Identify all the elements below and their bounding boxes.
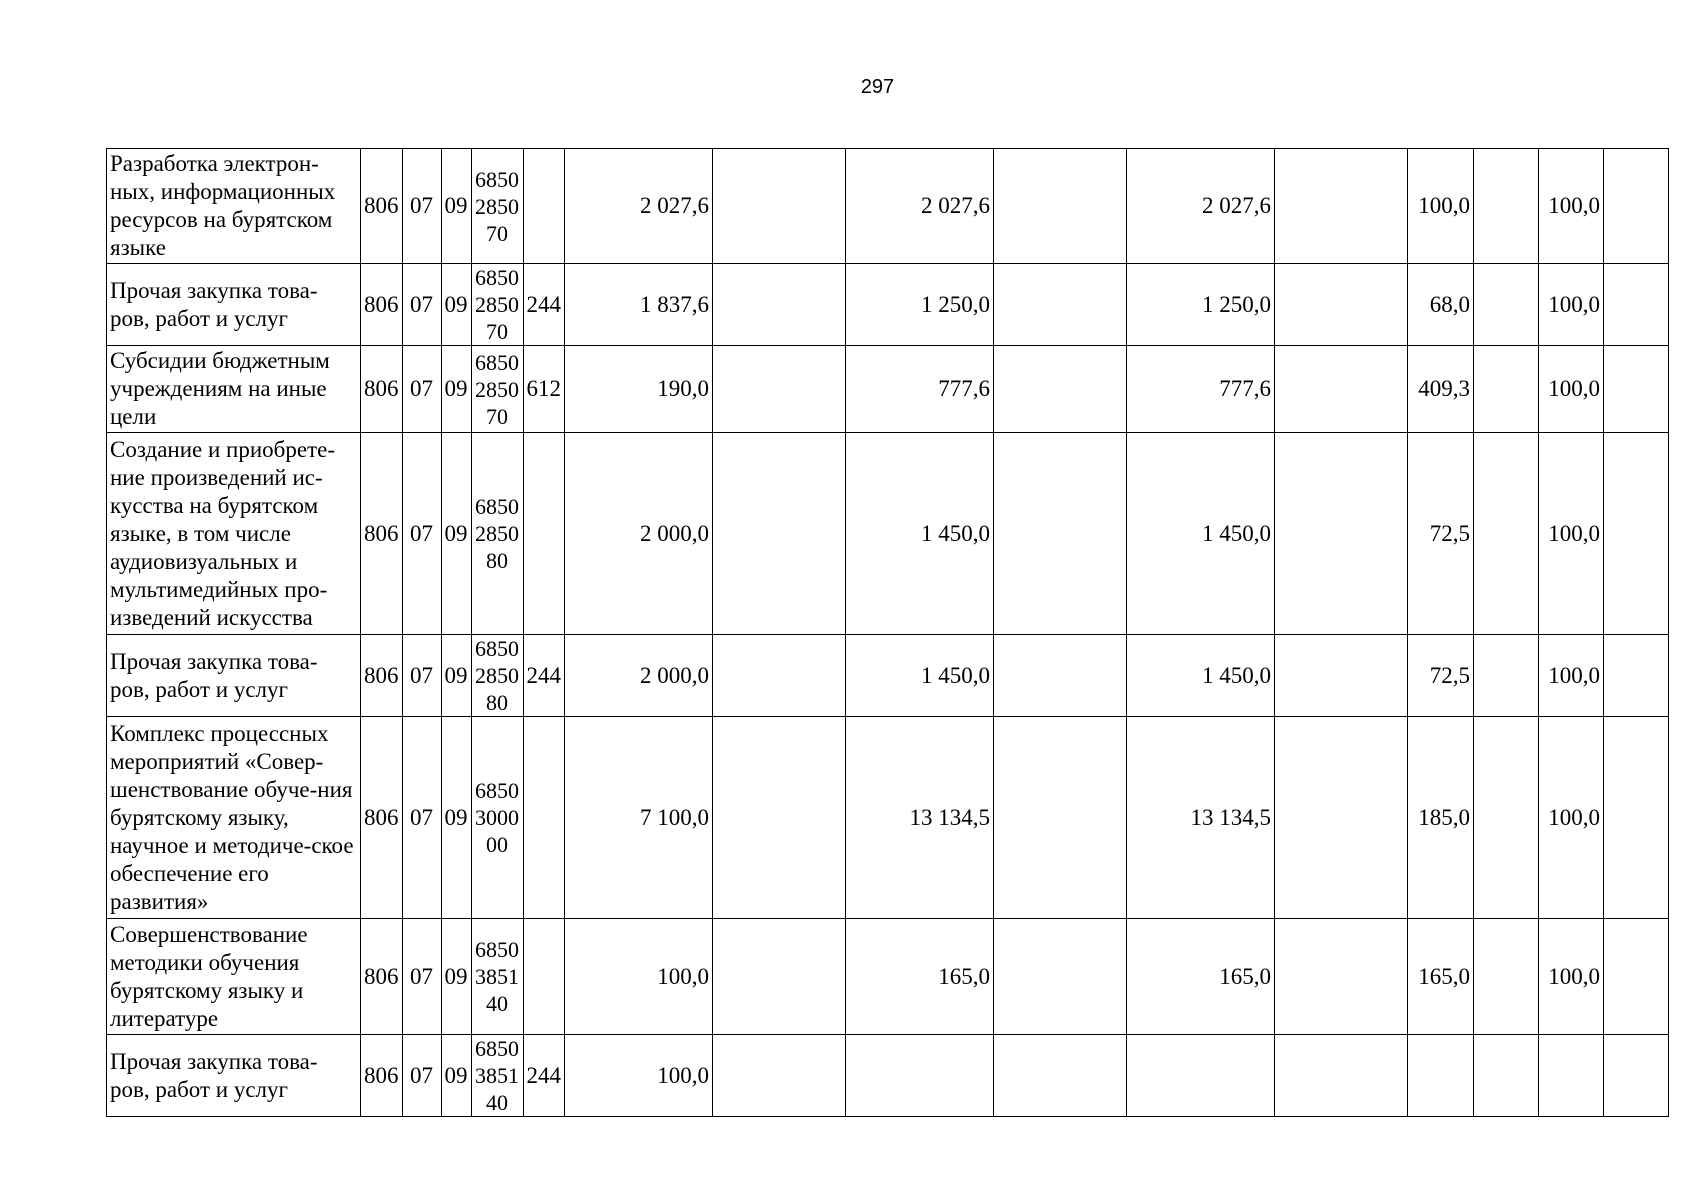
refined-amount [846, 1035, 994, 1117]
empty-cell [994, 919, 1127, 1035]
code-part: 3851 [475, 964, 519, 989]
empty-cell [1275, 149, 1408, 264]
percent-of-plan: 72,5 [1408, 433, 1474, 635]
ministry-code: 806 [361, 717, 403, 919]
section-code: 07 [402, 264, 441, 346]
section-code: 07 [402, 346, 441, 433]
row-name: Совершенствование методики обучения бурятскому языку и литературе [107, 919, 361, 1035]
table-row [107, 717, 1669, 919]
section-code: 07 [402, 1035, 441, 1117]
row-name: Субсидии бюджетным учреждениям на иные цели [107, 346, 361, 433]
percent-of-plan: 72,5 [1408, 635, 1474, 717]
percent-of-plan: 68,0 [1408, 264, 1474, 346]
plan-amount: 1 837,6 [565, 264, 713, 346]
empty-cell [1474, 149, 1539, 264]
percent-of-plan: 409,3 [1408, 346, 1474, 433]
row-name: Создание и приобрете-ние произведений ис-кусства на бурятском языке, в том числе аудиовизуальных и мультимедийных про-изведений искусства [107, 433, 361, 635]
code-part: 40 [486, 1090, 508, 1115]
plan-amount: 100,0 [565, 1035, 713, 1117]
refined-amount: 2 027,6 [846, 149, 994, 264]
expense-type-code [523, 919, 565, 1035]
empty-cell [1604, 149, 1669, 264]
empty-cell [1474, 1035, 1539, 1117]
expense-type-code: 612 [523, 346, 565, 433]
empty-cell [994, 433, 1127, 635]
table-body [107, 149, 1669, 1117]
empty-cell [713, 433, 846, 635]
table-row [107, 346, 1669, 433]
subsection-code: 09 [441, 1035, 471, 1117]
expense-type-code [523, 149, 565, 264]
ministry-code: 806 [361, 149, 403, 264]
empty-cell [994, 149, 1127, 264]
executed-amount: 1 450,0 [1127, 635, 1275, 717]
empty-cell [1474, 717, 1539, 919]
ministry-code: 806 [361, 635, 403, 717]
percent-of-refined: 100,0 [1539, 433, 1604, 635]
row-name: Прочая закупка това-ров, работ и услуг [107, 1035, 361, 1117]
ministry-code: 806 [361, 1035, 403, 1117]
table-row [107, 919, 1669, 1035]
code-part: 6850 [475, 778, 519, 803]
row-name: Прочая закупка това-ров, работ и услуг [107, 635, 361, 717]
percent-of-plan: 165,0 [1408, 919, 1474, 1035]
subsection-code: 09 [441, 149, 471, 264]
executed-amount: 165,0 [1127, 919, 1275, 1035]
percent-of-refined [1539, 1035, 1604, 1117]
empty-cell [994, 1035, 1127, 1117]
target-article-code [471, 433, 523, 635]
plan-amount: 190,0 [565, 346, 713, 433]
empty-cell [713, 717, 846, 919]
code-part: 6850 [475, 166, 519, 192]
code-part: 2850 [475, 376, 519, 402]
subsection-code: 09 [441, 346, 471, 433]
code-part: 2850 [475, 521, 519, 546]
empty-cell [1604, 264, 1669, 346]
refined-amount: 165,0 [846, 919, 994, 1035]
executed-amount: 1 250,0 [1127, 264, 1275, 346]
empty-cell [1474, 346, 1539, 433]
budget-table [106, 148, 1669, 1117]
plan-amount: 2 000,0 [565, 635, 713, 717]
code-part: 2850 [475, 193, 519, 219]
ministry-code: 806 [361, 264, 403, 346]
target-article-code [471, 1035, 523, 1117]
code-part: 6850 [475, 937, 519, 962]
row-name: Разработка электрон-ных, информационных ресурсов на бурятском языке [107, 149, 361, 264]
percent-of-refined: 100,0 [1539, 635, 1604, 717]
refined-amount: 1 450,0 [846, 433, 994, 635]
empty-cell [1275, 635, 1408, 717]
ministry-code: 806 [361, 346, 403, 433]
plan-amount: 7 100,0 [565, 717, 713, 919]
refined-amount: 13 134,5 [846, 717, 994, 919]
empty-cell [1604, 1035, 1669, 1117]
section-code: 07 [402, 149, 441, 264]
empty-cell [1275, 919, 1408, 1035]
code-part: 70 [486, 319, 508, 344]
code-part: 2850 [475, 292, 519, 317]
expense-type-code [523, 433, 565, 635]
percent-of-refined: 100,0 [1539, 149, 1604, 264]
section-code: 07 [402, 919, 441, 1035]
page-number: 297 [860, 76, 895, 98]
executed-amount: 777,6 [1127, 346, 1275, 433]
row-name: Комплекс процессных мероприятий «Совер-шенствование обуче-ния бурятскому языку, научное и методиче-ское обеспечение его развития» [107, 717, 361, 919]
empty-cell [1275, 346, 1408, 433]
percent-of-plan: 100,0 [1408, 149, 1474, 264]
plan-amount: 2 027,6 [565, 149, 713, 264]
refined-amount: 1 450,0 [846, 635, 994, 717]
empty-cell [1604, 346, 1669, 433]
target-article-code [471, 264, 523, 346]
subsection-code: 09 [441, 635, 471, 717]
code-part: 00 [486, 832, 508, 857]
target-article-code [471, 919, 523, 1035]
expense-type-code: 244 [523, 1035, 565, 1117]
code-part: 6850 [475, 1036, 519, 1061]
executed-amount: 2 027,6 [1127, 149, 1275, 264]
target-article-code [471, 635, 523, 717]
empty-cell [1474, 433, 1539, 635]
empty-cell [994, 717, 1127, 919]
percent-of-plan [1408, 1035, 1474, 1117]
empty-cell [994, 346, 1127, 433]
empty-cell [713, 346, 846, 433]
code-part: 70 [486, 403, 508, 429]
empty-cell [713, 919, 846, 1035]
expense-type-code: 244 [523, 635, 565, 717]
code-part: 70 [486, 220, 508, 246]
code-part: 6850 [475, 494, 519, 519]
subsection-code: 09 [441, 264, 471, 346]
code-part: 6850 [475, 349, 519, 375]
empty-cell [1474, 635, 1539, 717]
empty-cell [1604, 635, 1669, 717]
percent-of-refined: 100,0 [1539, 346, 1604, 433]
code-part: 2850 [475, 663, 519, 688]
ministry-code: 806 [361, 919, 403, 1035]
plan-amount: 100,0 [565, 919, 713, 1035]
expense-type-code [523, 717, 565, 919]
table-row [107, 264, 1669, 346]
code-part: 80 [486, 548, 508, 573]
empty-cell [713, 264, 846, 346]
code-part: 3851 [475, 1063, 519, 1088]
executed-amount [1127, 1035, 1275, 1117]
section-code: 07 [402, 717, 441, 919]
table-row [107, 433, 1669, 635]
percent-of-plan: 185,0 [1408, 717, 1474, 919]
empty-cell [713, 635, 846, 717]
empty-cell [994, 635, 1127, 717]
code-part: 6850 [475, 265, 519, 290]
subsection-code: 09 [441, 433, 471, 635]
empty-cell [1604, 433, 1669, 635]
section-code: 07 [402, 635, 441, 717]
table-row [107, 1035, 1669, 1117]
empty-cell [713, 149, 846, 264]
section-code: 07 [402, 433, 441, 635]
subsection-code: 09 [441, 717, 471, 919]
target-article-code [471, 149, 523, 264]
code-part: 80 [486, 690, 508, 715]
percent-of-refined: 100,0 [1539, 264, 1604, 346]
ministry-code: 806 [361, 433, 403, 635]
executed-amount: 1 450,0 [1127, 433, 1275, 635]
refined-amount: 777,6 [846, 346, 994, 433]
percent-of-refined: 100,0 [1539, 717, 1604, 919]
empty-cell [713, 1035, 846, 1117]
empty-cell [1604, 919, 1669, 1035]
empty-cell [1275, 433, 1408, 635]
table-row [107, 149, 1669, 264]
empty-cell [1275, 1035, 1408, 1117]
expense-type-code: 244 [523, 264, 565, 346]
empty-cell [1604, 717, 1669, 919]
empty-cell [1474, 919, 1539, 1035]
code-part: 40 [486, 991, 508, 1016]
code-part: 6850 [475, 636, 519, 661]
plan-amount: 2 000,0 [565, 433, 713, 635]
table-row [107, 635, 1669, 717]
empty-cell [1275, 264, 1408, 346]
subsection-code: 09 [441, 919, 471, 1035]
target-article-code [471, 346, 523, 433]
target-article-code [471, 717, 523, 919]
refined-amount: 1 250,0 [846, 264, 994, 346]
percent-of-refined: 100,0 [1539, 919, 1604, 1035]
code-part: 3000 [475, 805, 519, 830]
empty-cell [1474, 264, 1539, 346]
row-name: Прочая закупка това-ров, работ и услуг [107, 264, 361, 346]
empty-cell [994, 264, 1127, 346]
executed-amount: 13 134,5 [1127, 717, 1275, 919]
empty-cell [1275, 717, 1408, 919]
